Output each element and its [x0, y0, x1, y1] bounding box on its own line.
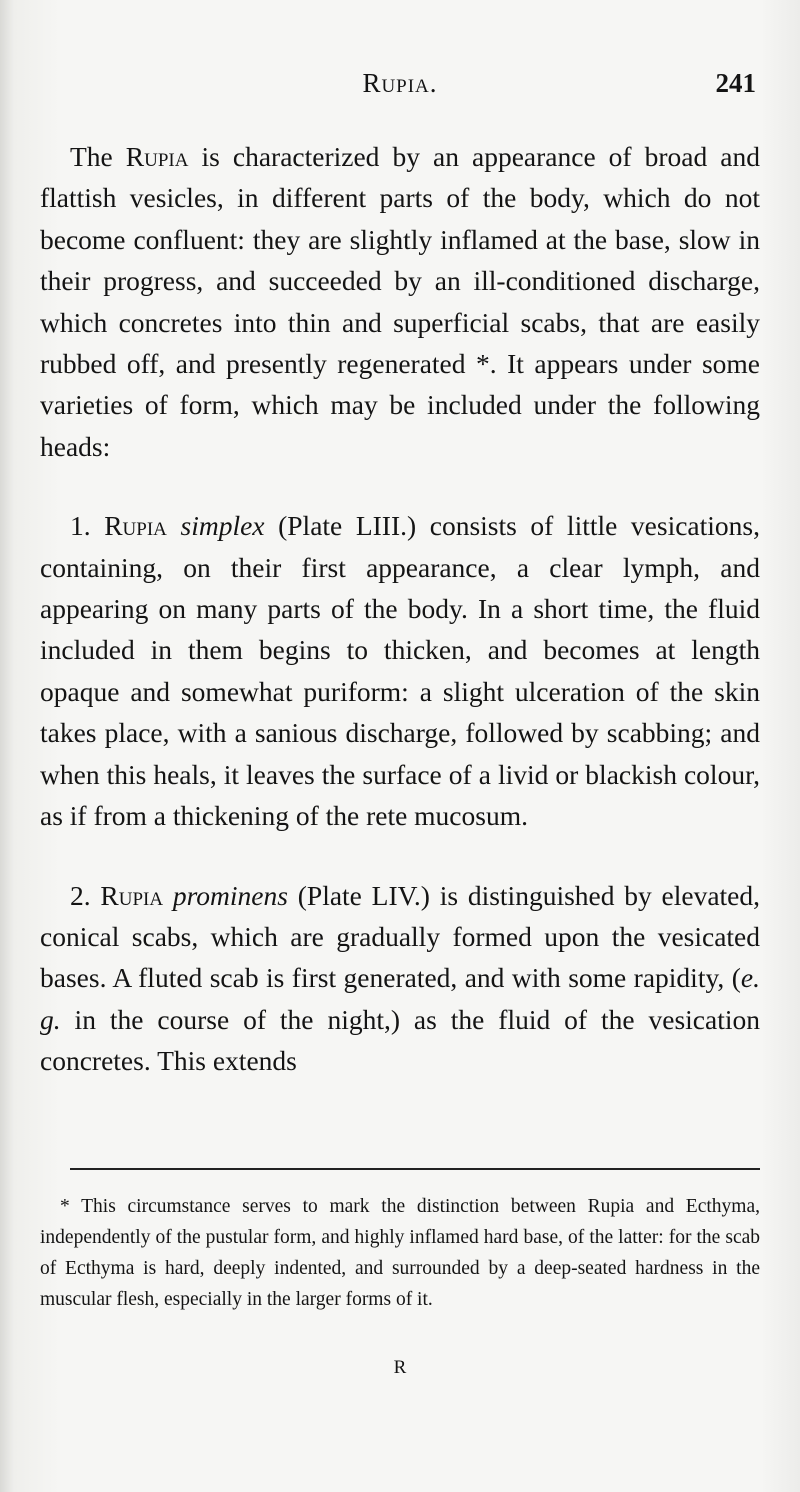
- prominens-species: prominens: [172, 879, 288, 911]
- intro-lead: The: [70, 141, 126, 172]
- simplex-text: (Plate LIII.) consists of little vesications, containing, on their first appearance, a clear lymph, and appearing on many parts of the body. In a short time, the fluid included in them begins to thicken, and becomes at length opaque and somewhat puriform: a slight ulceration of the skin takes place, with a sanious discharge, followed by scabbing; and when this heals, it leaves the surface of a livid or blackish colour, as if from a thickening of the rete mucosum.: [40, 510, 760, 832]
- body-text: [40, 136, 760, 1082]
- prominens-eg: e. g.: [40, 962, 760, 1035]
- prominens-text-2: in the course of the night,) as the fluid of the vesication concretes. This extends: [40, 1003, 760, 1077]
- simplex-species: simplex: [180, 510, 265, 542]
- footnote-rule: [70, 1168, 760, 1170]
- prominens-genus: Rupia: [100, 879, 164, 911]
- running-title: Rupia.: [362, 68, 438, 98]
- paragraph-rupia-simplex: [40, 505, 760, 836]
- simplex-number: 1.: [70, 510, 105, 542]
- simplex-genus: Rupia: [104, 510, 167, 542]
- signature-mark: R: [393, 1357, 407, 1378]
- paragraph-intro: [40, 136, 760, 467]
- running-head: [40, 68, 760, 108]
- page-number: 241: [715, 68, 756, 98]
- intro-rupia: Rupia: [125, 141, 189, 172]
- paragraph-rupia-prominens: [40, 875, 760, 1082]
- footnote: * This circumstance serves to mark the distinction between Rupia and Ecthyma, independently of the pustular form, and highly inflamed hard base, of the latter: for the scab of Ecthyma is hard, deeply indented, and surrounded by a deep-seated hardness in the muscular flesh, especially in the larger forms of it.: [40, 1196, 760, 1310]
- prominens-number: 2.: [70, 879, 101, 911]
- prominens-text-1: (Plate LIV.) is distinguished by elevated, conical scabs, which are gradually formed upon the vesicated bases. A fluted scab is first generated, and with some rapidity, (: [40, 879, 761, 994]
- intro-text: is characterized by an appearance of broad and flattish vesicles, in different parts of the body, which do not become confluent: they are slightly inflamed at the base, slow in their progress, and succeeded by an ill-conditioned discharge, which concretes into thin and superficial scabs, that are easily rubbed off, and presently regenerated *. It appears under some varieties of form, which may be included under the following heads:: [40, 141, 760, 462]
